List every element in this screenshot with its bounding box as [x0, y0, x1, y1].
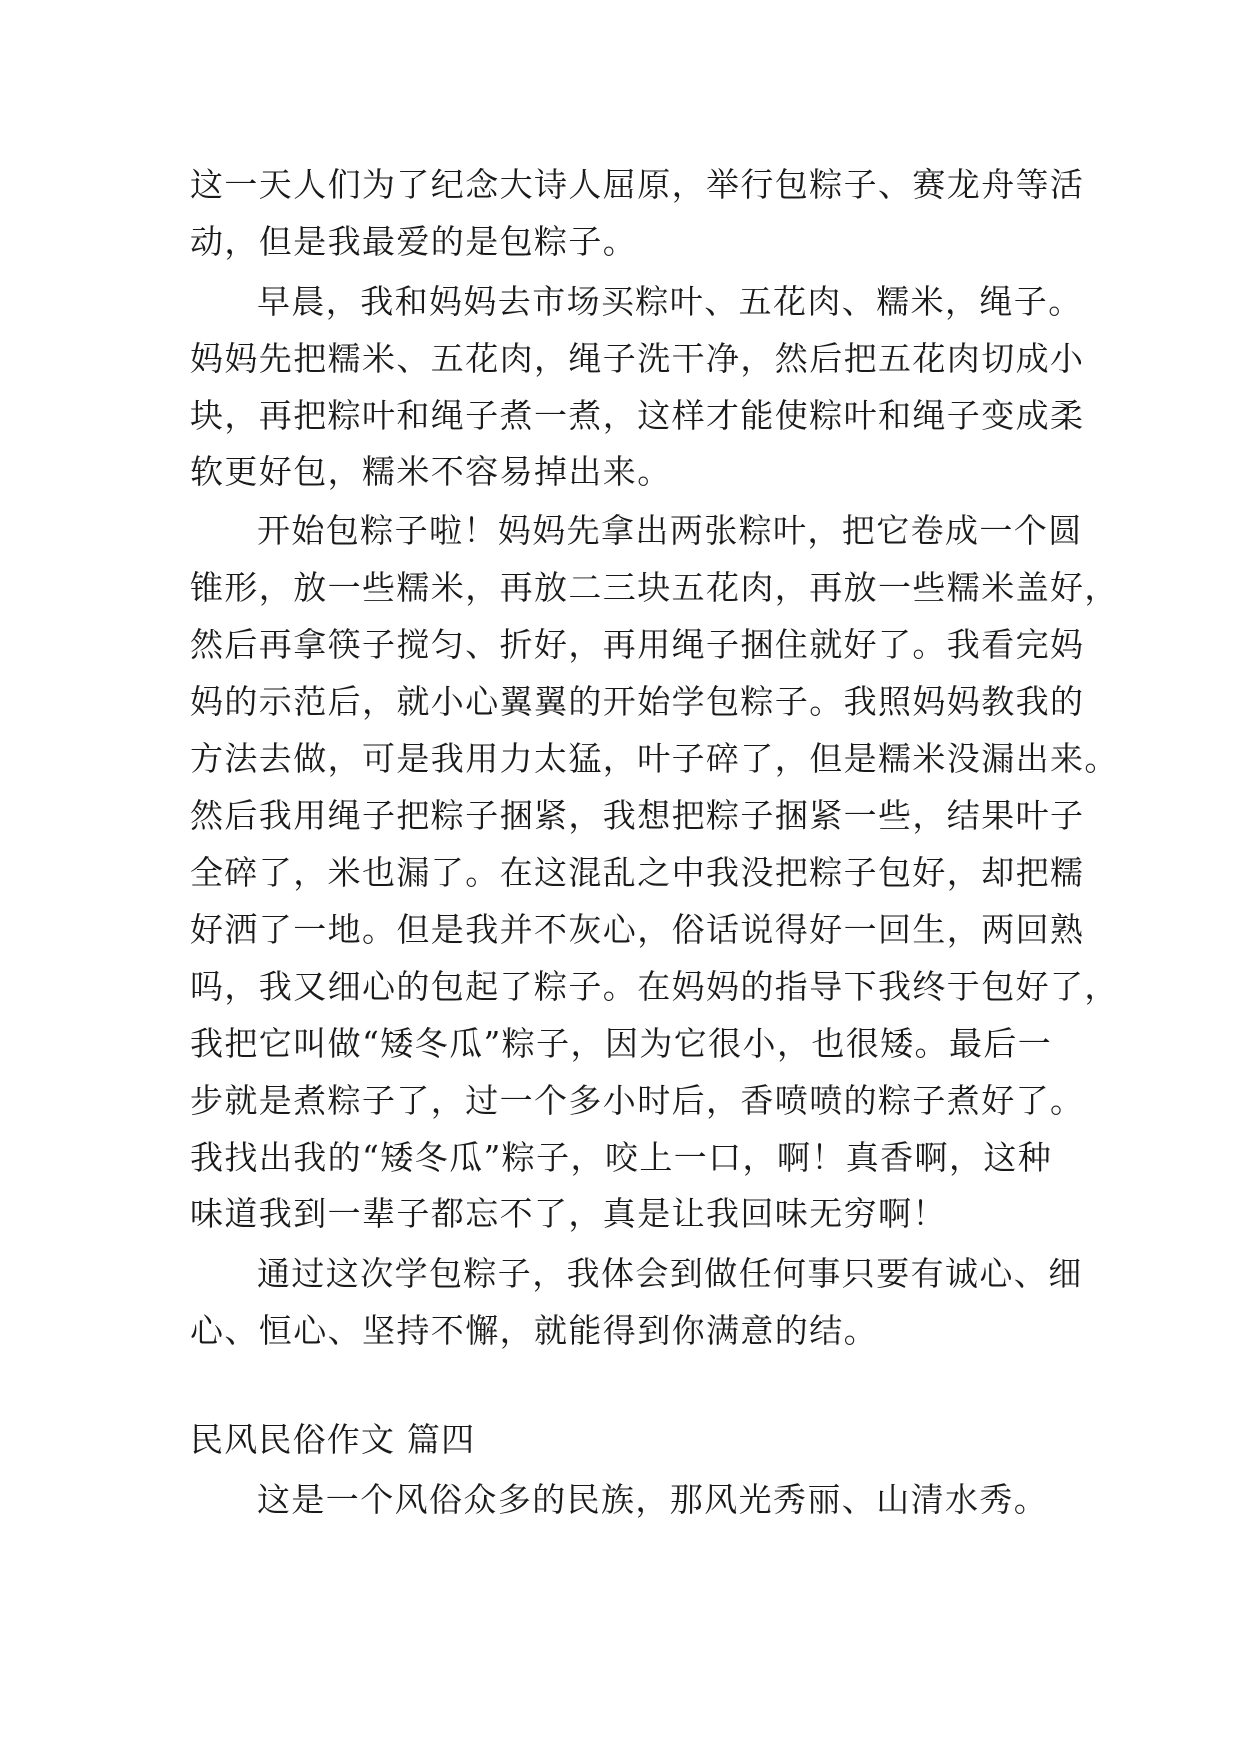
paragraph-line: 吗，我又细心的包起了粽子。在妈妈的指导下我终于包好了，	[190, 967, 1119, 1006]
section-heading: 民风民俗作文 篇四	[190, 1420, 476, 1459]
paragraph-line: 妈的示范后，就小心翼翼的开始学包粽子。我照妈妈教我的	[190, 682, 1085, 721]
paragraph-line: 动，但是我最爱的是包粽子。	[190, 222, 638, 261]
paragraph-line: 好洒了一地。但是我并不灰心，俗话说得好一回生，两回熟	[190, 910, 1085, 949]
paragraph-line: 我找出我的“矮冬瓜”粽子，咬上一口，啊！真香啊，这种	[190, 1138, 1053, 1177]
paragraph-line: 全碎了，米也漏了。在这混乱之中我没把粽子包好，却把糯	[190, 853, 1085, 892]
paragraph-line: 步就是煮粽子了，过一个多小时后，香喷喷的粽子煮好了。	[190, 1081, 1085, 1120]
paragraph-line: 早晨，我和妈妈去市场买粽叶、五花肉、糯米，绳子。	[257, 282, 1083, 321]
paragraph-line: 我把它叫做“矮冬瓜”粽子，因为它很小，也很矮。最后一	[190, 1024, 1053, 1063]
paragraph-line: 块，再把粽叶和绳子煮一煮，这样才能使粽叶和绳子变成柔	[190, 396, 1085, 435]
paragraph-line: 开始包粽子啦！妈妈先拿出两张粽叶，把它卷成一个圆	[257, 511, 1083, 550]
paragraph-line: 软更好包，糯米不容易掉出来。	[190, 452, 672, 491]
paragraph-line: 锥形，放一些糯米，再放二三块五花肉，再放一些糯米盖好，	[190, 568, 1119, 607]
paragraph-line: 心、恒心、坚持不懈，就能得到你满意的结。	[190, 1311, 878, 1350]
paragraph-line: 方法去做，可是我用力太猛，叶子碎了，但是糯米没漏出来。	[190, 739, 1119, 778]
paragraph-line: 通过这次学包粽子，我体会到做任何事只要有诚心、细	[257, 1254, 1083, 1293]
paragraph-line: 这是一个风俗众多的民族，那风光秀丽、山清水秀。	[257, 1480, 1049, 1519]
paragraph-line: 妈妈先把糯米、五花肉，绳子洗干净，然后把五花肉切成小	[190, 339, 1085, 378]
paragraph-line: 然后再拿筷子搅匀、折好，再用绳子捆住就好了。我看完妈	[190, 625, 1085, 664]
paragraph-line: 然后我用绳子把粽子捆紧，我想把粽子捆紧一些，结果叶子	[190, 796, 1085, 835]
paragraph-line: 这一天人们为了纪念大诗人屈原，举行包粽子、赛龙舟等活	[190, 165, 1085, 204]
paragraph-line: 味道我到一辈子都忘不了，真是让我回味无穷啊！	[190, 1194, 947, 1233]
